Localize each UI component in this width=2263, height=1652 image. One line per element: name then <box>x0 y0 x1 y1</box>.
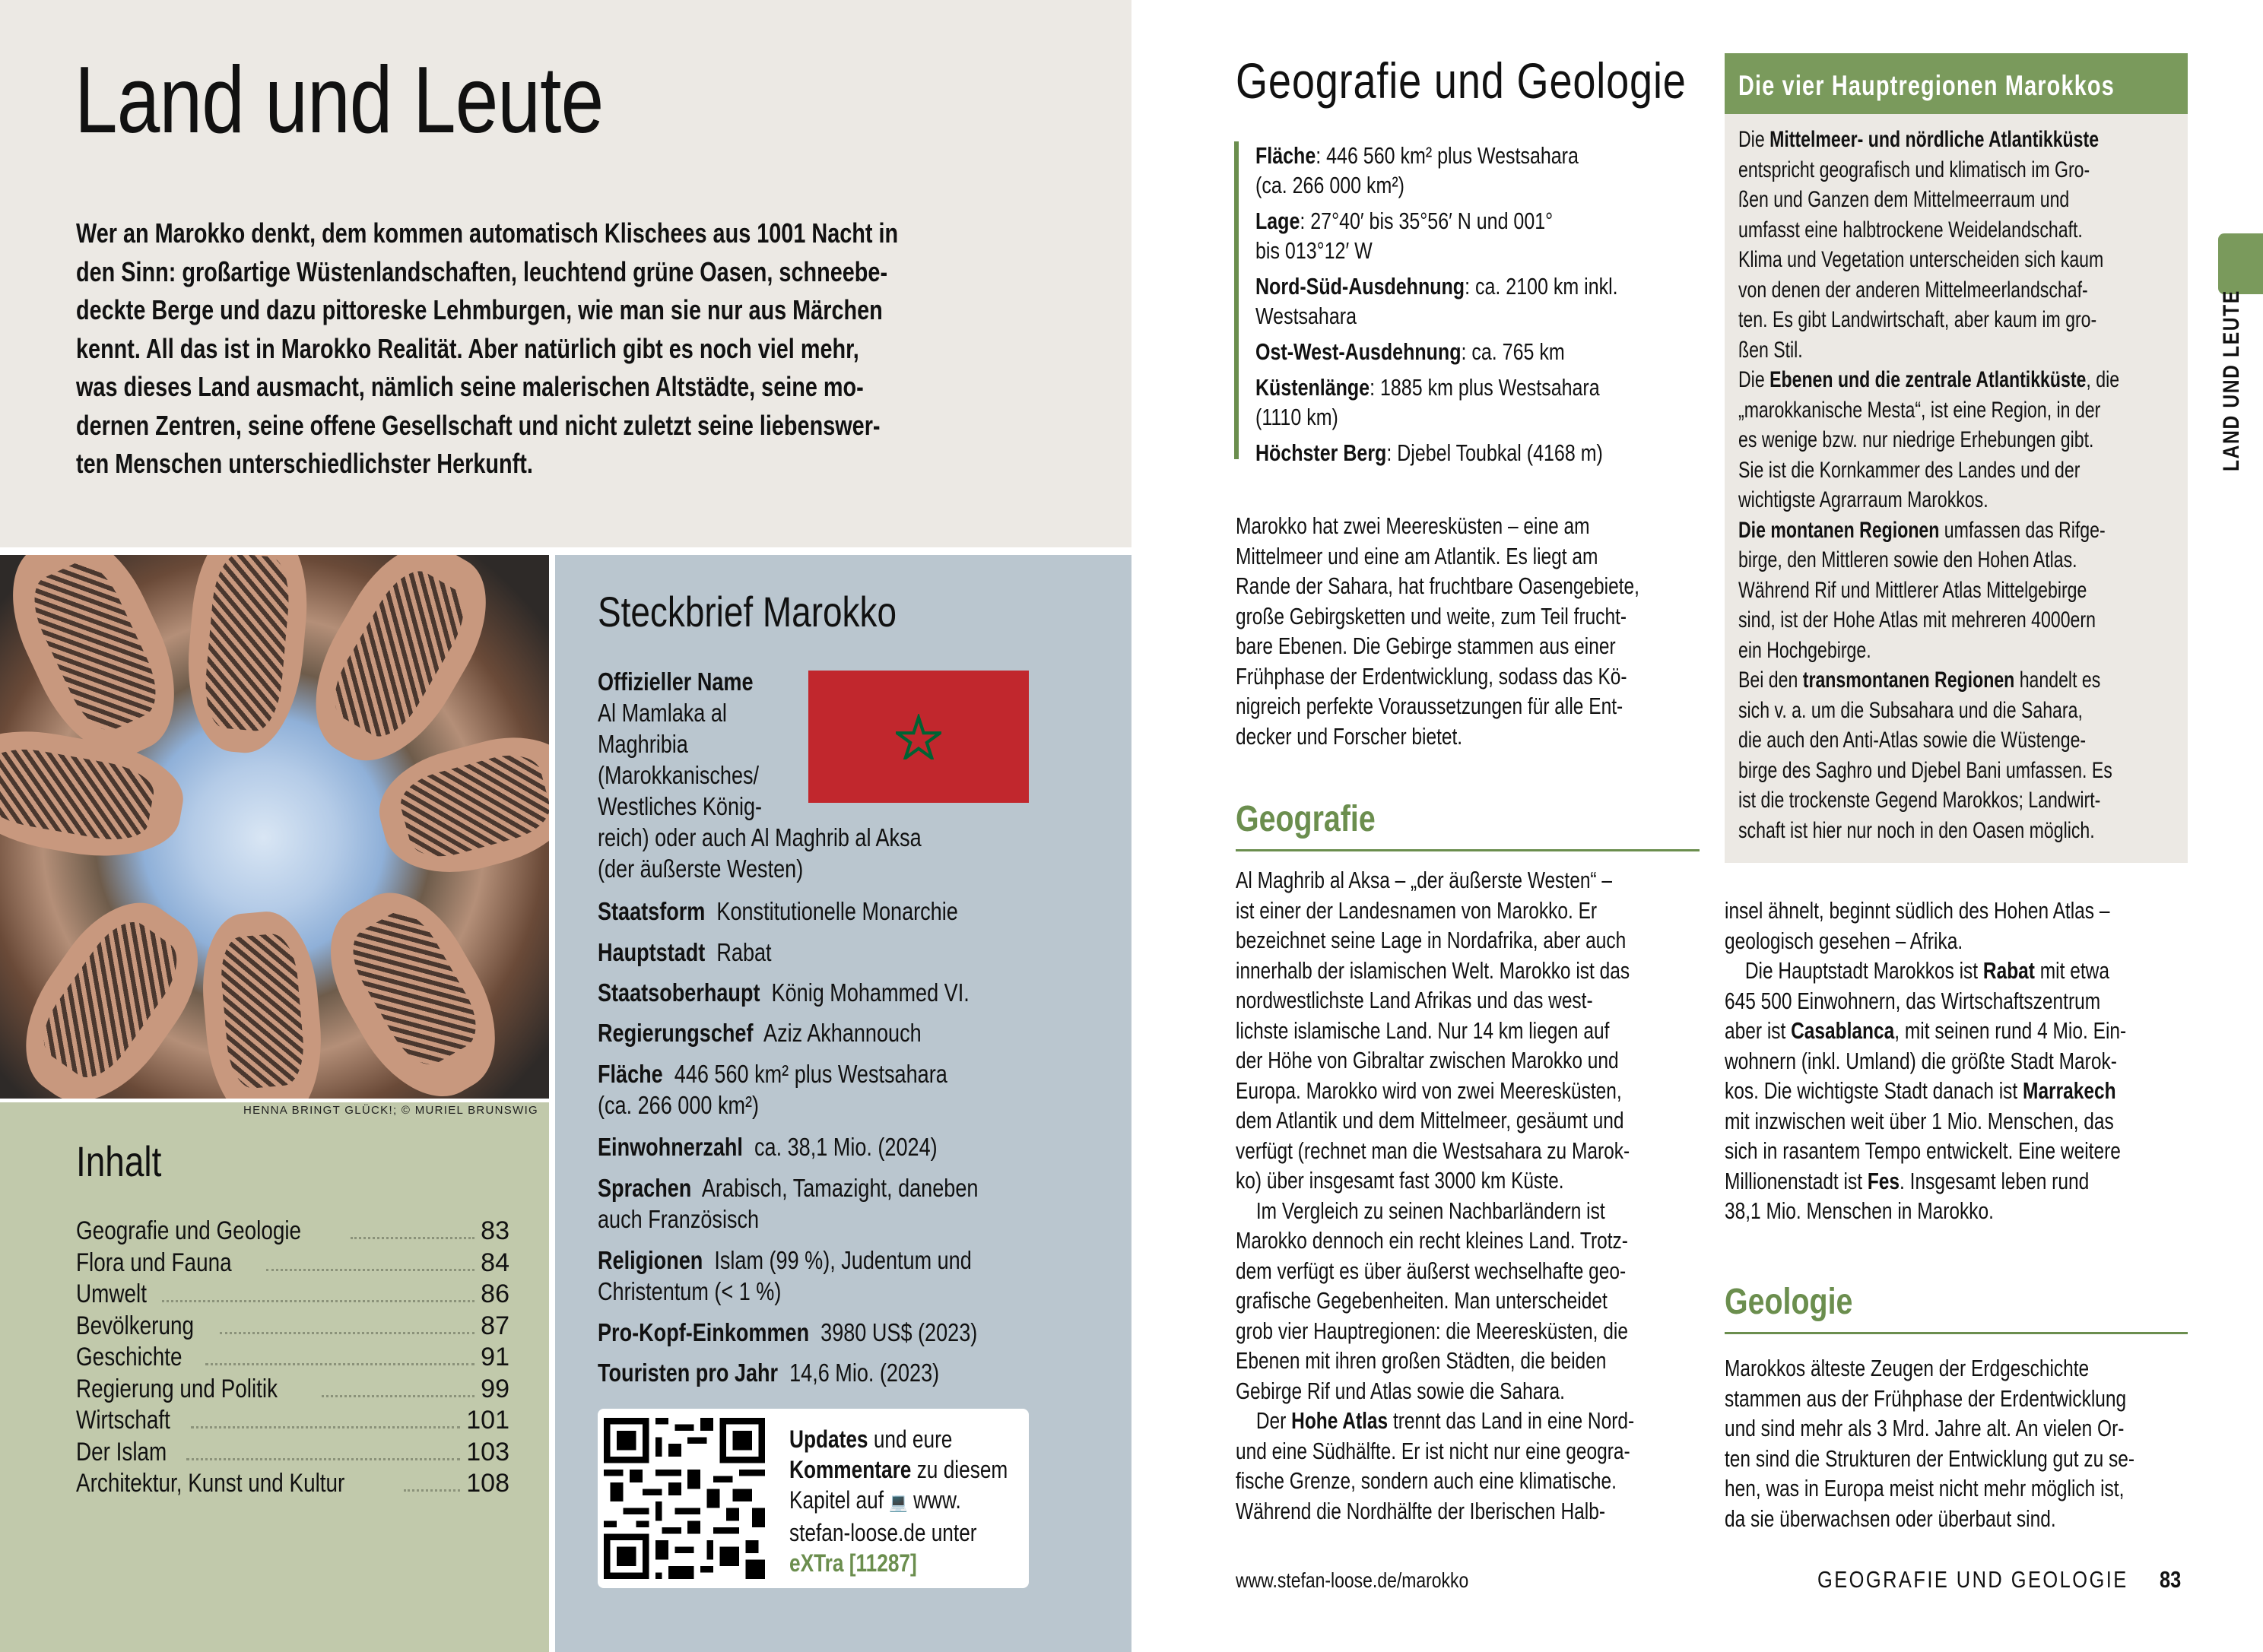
page-number: 83 <box>2160 1566 2182 1593</box>
extra-code-link[interactable]: eXTra [11287] <box>789 1549 917 1577</box>
pentagram-star-icon <box>896 714 941 759</box>
toc-item-geografie[interactable] <box>76 1216 509 1248</box>
text-line: Klima und Vegetation unterscheiden sich kaum <box>1738 247 2104 272</box>
fact-religionen-cont: Christentum (< 1 %) <box>598 1277 782 1305</box>
text-line: Gebirge Rif und Atlas sowie die Sahara. <box>1236 1377 1565 1404</box>
toc-item-wirtschaft[interactable] <box>76 1406 509 1438</box>
text-line: wohnern (inkl. Umland) die größte Stadt Marok- <box>1725 1047 2117 1074</box>
toc-label: Geografie und Geologie <box>76 1216 302 1245</box>
toc-label: Der Islam <box>76 1437 167 1467</box>
fact-touristen: Touristen pro Jahr 14,6 Mio. (2023) <box>598 1359 940 1387</box>
fact-einkommen: Pro-Kopf-Einkommen 3980 US$ (2023) <box>598 1318 978 1346</box>
toc-item-islam[interactable] <box>76 1438 509 1470</box>
text-line: Während Rif und Mittlerer Atlas Mittelgebirge <box>1738 577 2087 603</box>
text-line: sich v. a. um die Subsahara und die Sahara, <box>1738 697 2083 723</box>
text-line: Die Hauptstadt Marokkos ist Rabat mit etwa <box>1744 957 2109 984</box>
text-line: schaft ist hier nur noch in den Oasen möglich. <box>1738 817 2095 843</box>
text-line: Europa. Marokko wird von zwei Meeresküsten, <box>1236 1076 1622 1104</box>
fact-sprachen-cont: auch Französisch <box>598 1205 760 1233</box>
fact-item: Lage: 27°40′ bis 35°56′ N und 001° bis 013°12′ W <box>1255 208 1554 264</box>
text-line: ßen und Ganzen dem Mittelmeerraum und <box>1738 187 2070 212</box>
text-line: die auch den Anti-Atlas sowie die Wüstenge- <box>1738 728 2087 753</box>
fact-hauptstadt: Hauptstadt Rabat <box>598 938 772 966</box>
official-name-line: Westliches König- <box>598 792 763 820</box>
text-line: „marokkanische Mesta“, ist eine Region, in der <box>1738 397 2101 423</box>
text-line: wichtigste Agrarraum Marokkos. <box>1738 487 1988 512</box>
chapter-intro <box>76 214 1013 484</box>
text-line: birge des Saghro und Djebel Bani umfassen. Es <box>1738 757 2112 783</box>
table-of-contents <box>76 1216 509 1501</box>
toc-label: Flora und Fauna <box>76 1248 232 1277</box>
toc-page: 108 <box>466 1469 509 1498</box>
toc-item-geschichte[interactable] <box>76 1343 509 1375</box>
chapter-title: Land und Leute <box>75 48 604 153</box>
text-line: von denen der anderen Mittelmeerlandschaf- <box>1738 277 2088 303</box>
text-line: stammen aus der Frühphase der Erdentwicklung <box>1725 1384 2127 1412</box>
toc-item-bevoelkerung[interactable] <box>76 1311 509 1343</box>
henna-hands-photo <box>0 555 549 1099</box>
qr-description: Updates und eure Kommentare zu diesem Kapitel auf 💻 www. stefan-loose.de unter eXTra [11287] <box>789 1425 1008 1577</box>
dot-leader <box>162 1300 474 1302</box>
text-line: Frühphase der Erdentwicklung, sodass das Kö- <box>1236 662 1627 690</box>
text-line: decker und Forscher bietet. <box>1236 722 1463 750</box>
toc-page: 84 <box>481 1248 509 1277</box>
toc-label: Wirtschaft <box>76 1406 170 1435</box>
computer-icon: 💻 <box>889 1492 908 1513</box>
text-line: Die Mittelmeer- und nördliche Atlantikküste <box>1738 127 2100 152</box>
text-line: Al Maghrib al Aksa – „der äußerste Westen“ – <box>1236 867 1613 893</box>
fact-flaeche: Fläche 446 560 km² plus Westsahara <box>598 1060 947 1088</box>
text-line: hen, was in Europa meist nicht mehr möglich ist, <box>1725 1475 2125 1501</box>
text-line: innerhalb der islamischen Welt. Marokko ist das <box>1236 956 1630 984</box>
text-line: aber ist Casablanca, mit seinen rund 4 Mio. Ein- <box>1725 1017 2127 1044</box>
text-line: fische Grenze, sondern auch eine klimatische. <box>1236 1467 1617 1494</box>
text-line: insel ähnelt, beginnt südlich des Hohen Atlas – <box>1725 897 2110 924</box>
intro-line: den Sinn: großartige Wüstenlandschaften, leuchtend grüne Oasen, schneebe- <box>76 255 888 287</box>
dot-leader <box>266 1269 475 1271</box>
dot-leader <box>191 1426 460 1428</box>
qr-code-icon[interactable] <box>604 1418 765 1579</box>
text-line: nigreich perfekte Voraussetzungen für alle Ent- <box>1236 693 1623 719</box>
text-line: es wenige bzw. nur niedrige Erhebungen gibt. <box>1738 427 2094 452</box>
text-line: Marokko hat zwei Meeresküsten – eine am <box>1236 512 1590 539</box>
fact-staatsform: Staatsform Konstitutionelle Monarchie <box>598 897 958 925</box>
dot-leader <box>351 1237 474 1239</box>
official-name-line: (der äußerste Westen) <box>598 855 804 883</box>
text-line: grafische Gegebenheiten. Man unterscheidet <box>1236 1287 1608 1314</box>
text-line: 645 500 Einwohnern, das Wirtschaftszentrum <box>1725 987 2101 1014</box>
geologie-paragraph <box>1725 1353 2263 1533</box>
text-line: Die montanen Regionen umfassen das Rifge- <box>1738 517 2106 543</box>
text-line: ßen Stil. <box>1738 337 1803 363</box>
geografie-heading: Geografie <box>1236 799 1376 839</box>
section-title: Geografie und Geologie <box>1236 52 1687 109</box>
text-line: ko) über insgesamt fast 3000 km Küste. <box>1236 1167 1564 1194</box>
fact-item: Ost-West-Ausdehnung: ca. 765 km <box>1255 339 1565 365</box>
geologie-heading: Geologie <box>1725 1282 1853 1322</box>
footer-url-link[interactable]: www.stefan-loose.de/marokko <box>1236 1568 1469 1592</box>
text-line: Ebenen mit ihren großen Städten, die beiden <box>1236 1347 1607 1374</box>
toc-page: 101 <box>466 1406 509 1435</box>
text-line: dem Atlantik und dem Mittelmeer, gesäumt und <box>1236 1107 1624 1134</box>
fact-religionen: Religionen Islam (99 %), Judentum und <box>598 1246 972 1274</box>
text-line: und eine Südhälfte. Er ist nicht nur eine geogra- <box>1236 1437 1630 1464</box>
dot-leader <box>404 1489 460 1492</box>
heading-rule <box>1725 1332 2188 1334</box>
updates-qr-box[interactable] <box>598 1409 1029 1588</box>
toc-label: Geschichte <box>76 1343 182 1371</box>
text-line: Mittelmeer und eine am Atlantik. Es liegt am <box>1236 542 1598 569</box>
text-line: kos. Die wichtigste Stadt danach ist Marrakech <box>1725 1077 2116 1104</box>
text-line: umfasst eine halbtrockene Weidelandschaft. <box>1738 217 2083 243</box>
text-line: geologisch gesehen – Afrika. <box>1725 927 1963 954</box>
geografie-column-2 <box>1725 896 2263 1226</box>
toc-page: 99 <box>481 1374 509 1403</box>
text-line: bezeichnet seine Lage in Nordafrika, aber auch <box>1236 927 1627 953</box>
text-line: der Höhe von Gibraltar zwischen Marokko und <box>1236 1047 1619 1073</box>
toc-label: Bevölkerung <box>76 1311 194 1340</box>
toc-item-umwelt[interactable] <box>76 1279 509 1311</box>
fact-item: Höchster Berg: Djebel Toubkal (4168 m) <box>1255 440 1603 466</box>
text-line: mit inzwischen weit über 1 Mio. Menschen, das <box>1725 1107 2114 1134</box>
text-line: grob vier Hauptregionen: die Meeresküsten, die <box>1236 1317 1628 1344</box>
text-line: lichste islamische Land. Nur 14 km liegen auf <box>1236 1016 1610 1044</box>
photo-caption: HENNA BRINGT GLÜCK!; © MURIEL BRUNSWIG <box>243 1104 538 1117</box>
text-line: und sind mehr als 3 Mrd. Jahre alt. An vielen Or- <box>1725 1415 2125 1441</box>
morocco-flag <box>808 671 1029 803</box>
official-name-label: Offizieller Name <box>598 667 754 696</box>
official-name-line: (Marokkanisches/ <box>598 761 760 789</box>
text-line: Im Vergleich zu seinen Nachbarländern ist <box>1255 1197 1605 1224</box>
regions-infobox-title: Die vier Hauptregionen Marokkos <box>1738 70 2115 101</box>
toc-title: Inhalt <box>76 1137 162 1185</box>
official-name-line: Maghribia <box>598 730 688 758</box>
fact-list <box>1234 141 1697 466</box>
text-line: Marokko dennoch ein recht kleines Land. Trotz- <box>1236 1227 1628 1254</box>
intro-line: deckte Berge und dazu pittoreske Lehmburgen, wie man sie nur aus Märchen <box>76 294 883 325</box>
fact-einwohnerzahl: Einwohnerzahl ca. 38,1 Mio. (2024) <box>598 1133 938 1161</box>
text-line: verfügt (rechnet man die Westsahara zu Marok- <box>1236 1137 1630 1164</box>
text-line: Während die Nordhälfte der Iberischen Halb- <box>1236 1497 1605 1524</box>
chapter-thumb-tab[interactable] <box>2218 233 2263 294</box>
text-line: Die Ebenen und die zentrale Atlantikküste, die <box>1738 367 2120 392</box>
toc-item-architektur[interactable] <box>76 1469 509 1501</box>
text-line: dem verfügt es über äußerst wechselhafte geo- <box>1236 1257 1627 1284</box>
text-line: ten. Es gibt Landwirtschaft, aber kaum im gro- <box>1738 307 2097 332</box>
text-line: Der Hohe Atlas trennt das Land in eine Nord- <box>1255 1407 1635 1434</box>
official-name-line: reich) oder auch Al Maghrib al Aksa <box>598 823 922 851</box>
intro-line: was dieses Land ausmacht, nämlich seine malerischen Altstädte, seine mo- <box>76 371 864 402</box>
text-line: birge, den Mittleren sowie den Hohen Atlas. <box>1738 547 2077 572</box>
toc-item-regierung[interactable] <box>76 1375 509 1406</box>
text-line: sind, ist der Hohe Atlas mit mehreren 4000ern <box>1738 607 2096 633</box>
text-line: Rande der Sahara, hat fruchtbare Oasengebiete, <box>1236 572 1639 599</box>
chapter-thumb-label: LAND UND LEUTE <box>2219 290 2244 471</box>
toc-page: 87 <box>481 1311 509 1340</box>
fact-sprachen: Sprachen Arabisch, Tamazight, daneben <box>598 1174 979 1202</box>
text-line: Sie ist die Kornkammer des Landes und der <box>1738 457 2080 483</box>
dot-leader <box>220 1332 474 1334</box>
running-footer-section: GEOGRAFIE UND GEOLOGIE <box>1817 1566 2128 1593</box>
toc-page: 83 <box>481 1216 509 1245</box>
text-line: nordwestlichste Land Afrikas und das west- <box>1236 987 1593 1013</box>
intro-line: ten Menschen unterschiedlichster Herkunft. <box>76 448 533 479</box>
toc-label: Architektur, Kunst und Kultur <box>76 1469 345 1498</box>
dot-leader <box>186 1458 460 1460</box>
steckbrief-title: Steckbrief Marokko <box>598 588 897 636</box>
heading-rule <box>1236 849 1700 851</box>
intro-line: kennt. All das ist in Marokko Realität. Aber natürlich gibt es noch viel mehr, <box>76 332 859 364</box>
toc-label: Umwelt <box>76 1279 147 1308</box>
fact-item: Nord-Süd-Ausdehnung: ca. 2100 km inkl. Westsahara <box>1255 274 1618 329</box>
text-line: bare Ebenen. Die Gebirge stammen aus einer <box>1236 633 1616 659</box>
toc-item-flora[interactable] <box>76 1248 509 1280</box>
toc-page: 91 <box>481 1343 509 1371</box>
text-line: ein Hochgebirge. <box>1738 637 1871 663</box>
dot-leader <box>322 1395 474 1397</box>
text-line: große Gebirgsketten und weite, zum Teil frucht- <box>1236 602 1627 629</box>
regions-infobox-body <box>1738 125 2263 845</box>
text-line: Millionenstadt ist Fes. Insgesamt leben rund <box>1725 1167 2090 1194</box>
fact-item: Küstenlänge: 1885 km plus Westsahara (1110 km) <box>1255 375 1600 430</box>
fact-flaeche-cont: (ca. 266 000 km²) <box>598 1091 760 1119</box>
text-line: ten sind die Strukturen der Entwicklung gut zu se- <box>1725 1444 2135 1472</box>
official-name-line: Al Mamlaka al <box>598 699 727 727</box>
text-line: entspricht geografisch und klimatisch im Gro- <box>1738 157 2090 182</box>
text-line: ist einer der Landesnamen von Marokko. Er <box>1236 896 1598 924</box>
intro-line: dernen Zentren, seine offene Gesellschaft und nicht zuletzt seine liebenswer- <box>76 409 881 441</box>
fact-item: Fläche: 446 560 km² plus Westsahara (ca. 266 000 km²) <box>1255 143 1579 198</box>
text-line: da sie überwachsen oder überbaut sind. <box>1725 1505 2056 1532</box>
fact-staatsoberhaupt: Staatsoberhaupt König Mohammed VI. <box>598 978 970 1007</box>
dot-leader <box>205 1363 474 1365</box>
text-line: Marokkos älteste Zeugen der Erdgeschichte <box>1725 1355 2090 1381</box>
text-line: Bei den transmontanen Regionen handelt es <box>1738 667 2101 693</box>
text-line: sich in rasantem Tempo entwickelt. Eine weitere <box>1725 1137 2121 1164</box>
text-line: 38,1 Mio. Menschen in Marokko. <box>1725 1197 1994 1224</box>
toc-page: 86 <box>481 1279 509 1308</box>
toc-page: 103 <box>466 1437 509 1467</box>
fact-regierungschef: Regierungschef Aziz Akhannouch <box>598 1019 922 1047</box>
toc-label: Regierung und Politik <box>76 1374 278 1403</box>
intro-line: Wer an Marokko denkt, dem kommen automatisch Klischees aus 1001 Nacht in <box>76 217 899 249</box>
text-line: ist die trockenste Gegend Marokkos; Landwirt- <box>1738 788 2101 813</box>
